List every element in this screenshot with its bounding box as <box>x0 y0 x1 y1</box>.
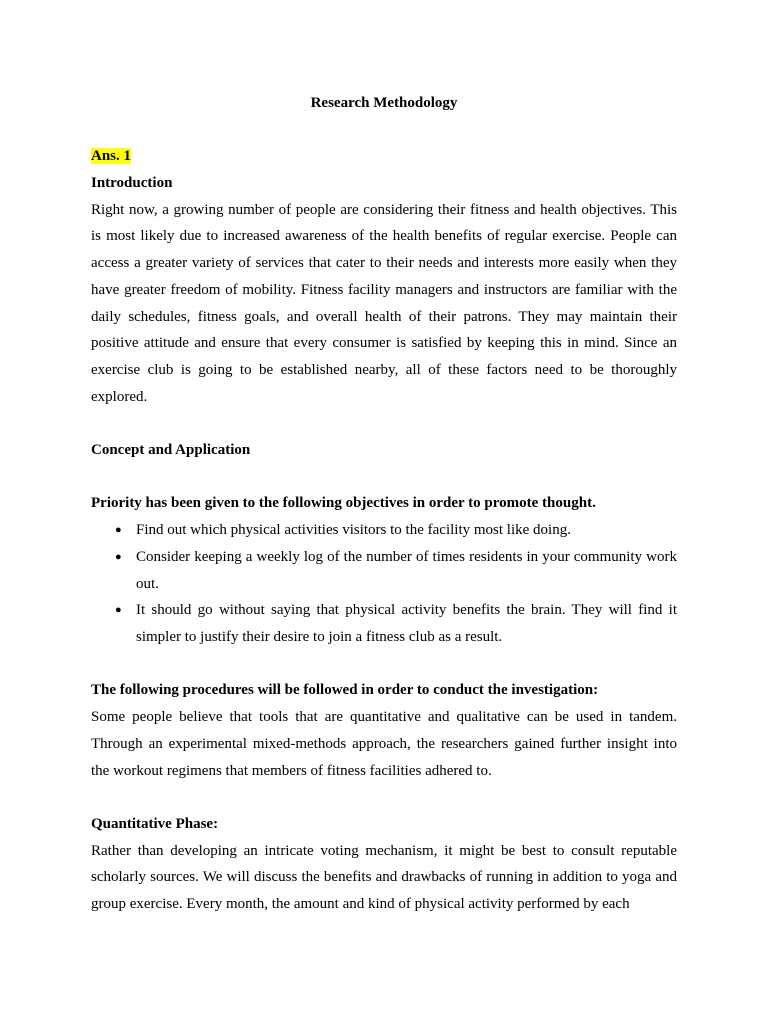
list-item-text: It should go without saying that physical activity benefits the brain. They will find it simpler to justify their desire to join a fitness club as a result. <box>136 602 677 645</box>
document-body <box>91 90 677 918</box>
spacer <box>91 651 677 678</box>
spacer <box>91 410 677 437</box>
spacer <box>91 464 677 491</box>
priority-heading: Priority has been given to the following objectives in order to promote thought. <box>91 495 596 512</box>
spacer <box>91 117 677 144</box>
spacer <box>91 784 677 811</box>
document-title: Research Methodology <box>310 95 458 111</box>
list-item <box>91 544 677 597</box>
list-item-text: Find out which physical activities visitors to the facility most like doing. <box>136 522 571 539</box>
list-item-text: Consider keeping a weekly log of the number of times residents in your community work out. <box>136 548 677 592</box>
concept-heading: Concept and Application <box>91 442 251 459</box>
procedures-heading: The following procedures will be followed in order to conduct the investigation: <box>91 682 599 699</box>
quantitative-paragraph: Rather than developing an intricate voting mechanism, it might be best to consult reputable scholarly sources. We will discuss the benefits and drawbacks of running in addition to yoga and group exercise. Every month, the amount and kind of physical activity performed by each <box>91 842 677 912</box>
objectives-list <box>91 517 677 651</box>
answer-label-line <box>91 143 677 170</box>
list-item <box>91 597 677 650</box>
bullet-icon: ● <box>115 550 122 563</box>
bullet-icon: ● <box>115 604 122 617</box>
list-item <box>91 517 677 544</box>
answer-label: Ans. 1 <box>91 148 132 165</box>
bullet-icon: ● <box>115 524 122 537</box>
intro-heading: Introduction <box>91 175 173 192</box>
procedures-paragraph: Some people believe that tools that are quantitative and qualitative can be used in tandem. Through an experimental mixed-methods approach, the researchers gained further insight into the workout regimens that members of fitness facilities adhered to. <box>91 709 677 779</box>
intro-paragraph: Right now, a growing number of people are considering their fitness and health objectives. This is most likely due to increased awareness of the health benefits of regular exercise. People can access a greater variety of services that cater to their needs and interests more easily when they have greater freedom of mobility. Fitness facility managers and instructors are familiar with the daily schedules, fitness goals, and overall health of their patrons. They may maintain their positive attitude and ensure that every consumer is satisfied by keeping this in mind. Since an exercise club is going to be established nearby, all of these factors need to be thoroughly explored. <box>91 201 677 405</box>
quantitative-heading: Quantitative Phase: <box>91 815 219 832</box>
